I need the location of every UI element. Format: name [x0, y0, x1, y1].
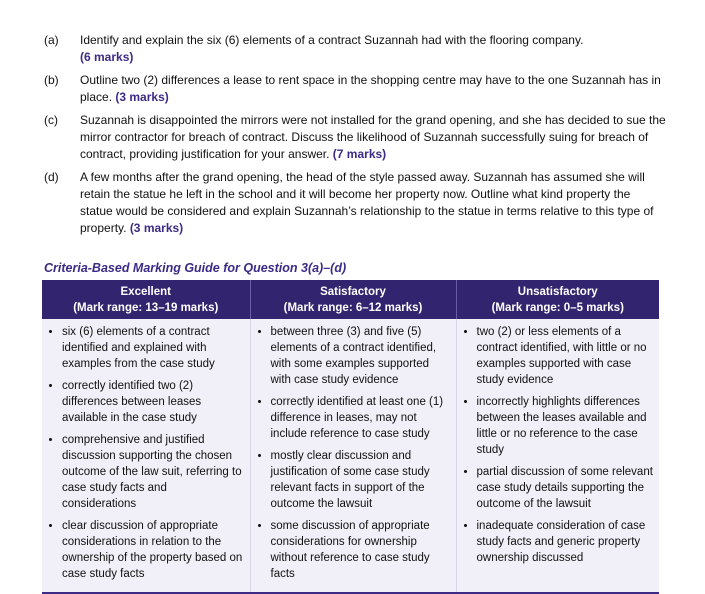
criteria-list [463, 324, 654, 566]
question-label: (c) [44, 113, 58, 127]
criteria-list [48, 324, 244, 582]
marking-guide-table [42, 280, 659, 594]
question-body: A few months after the grand opening, the head of the style passed away. Suzannah has assumed she will retain the statue he left in the school and it will become her property now. Outline what kind property the statue would be considered and explain Suzannah’s relationship to the statue in terms relative to this type of property. [80, 170, 654, 235]
question-text [80, 32, 666, 66]
criteria-cell-satisfactory [250, 319, 456, 593]
criteria-cell-excellent [42, 319, 250, 593]
question-body: Suzannah is disappointed the mirrors were not installed for the grand opening, and she has decided to sue the mirror contractor for breach of contract. Discuss the likelihood of Suzannah successfully suing for breach of contract, providing justification for your answer. [80, 113, 666, 161]
question-marks: (3 marks) [115, 90, 169, 104]
question-label: (d) [44, 170, 59, 184]
column-header-unsatisfactory [456, 280, 659, 319]
column-heading: Excellent [120, 286, 171, 298]
list-item: • two (2) or less elements of a contract identified, with little or no examples supported with case study evidence [477, 324, 654, 388]
list-item: • six (6) elements of a contract identified and explained with examples from the case study [62, 324, 244, 372]
marking-guide-title: Criteria-Based Marking Guide for Question 3(a)–(d) [44, 261, 347, 275]
question-marks: (7 marks) [332, 147, 387, 161]
criteria-list [257, 324, 450, 582]
question-c [44, 112, 666, 163]
column-header-satisfactory [250, 280, 456, 319]
mark-range: (Mark range: 13–19 marks) [73, 302, 219, 314]
list-item: • mostly clear discussion and justification of some case study relevant facts in support of the outcome the lawsuit [271, 448, 450, 512]
question-list [44, 32, 666, 243]
criteria-cell-unsatisfactory [456, 319, 659, 593]
question-body: Identify and explain the six (6) elements of a contract Suzannah had with the flooring company. [80, 33, 584, 47]
question-b [44, 72, 666, 106]
list-item: • correctly identified two (2) differences between leases available in the case study [62, 378, 244, 426]
list-item: • inadequate consideration of case study facts and generic property ownership discussed [477, 518, 654, 566]
mark-range: (Mark range: 0–5 marks) [491, 302, 624, 314]
question-d [44, 169, 666, 237]
list-item: • clear discussion of appropriate considerations in relation to the ownership of the property based on case study facts [62, 518, 244, 582]
question-body: Outline two (2) differences a lease to rent space in the shopping centre may have to the one Suzannah has in place. [80, 73, 661, 104]
question-text [80, 169, 666, 237]
list-item: • correctly identified at least one (1) difference in leases, may not include reference to case study [271, 394, 450, 442]
question-label: (a) [44, 33, 59, 47]
list-item: • some discussion of appropriate considerations for ownership without reference to case study facts [271, 518, 450, 582]
table-header-row [42, 280, 659, 319]
list-item: • comprehensive and justified discussion supporting the chosen outcome of the law suit, referring to case study facts and considerations [62, 432, 244, 512]
table-row [42, 319, 659, 593]
column-heading: Satisfactory [320, 286, 386, 298]
list-item: • between three (3) and five (5) elements of a contract identified, with some examples supported with case study evidence [271, 324, 450, 388]
question-label: (b) [44, 73, 59, 87]
question-a [44, 32, 666, 66]
column-header-excellent [42, 280, 250, 319]
question-text [80, 112, 666, 163]
question-text [80, 72, 666, 106]
column-heading: Unsatisfactory [517, 286, 598, 298]
list-item: • partial discussion of some relevant case study details supporting the outcome of the lawsuit [477, 464, 654, 512]
question-marks: (6 marks) [80, 50, 134, 64]
list-item: • incorrectly highlights differences between the leases available and little or no reference to the case study [477, 394, 654, 458]
question-marks: (3 marks) [129, 221, 184, 235]
mark-range: (Mark range: 6–12 marks) [283, 302, 423, 314]
